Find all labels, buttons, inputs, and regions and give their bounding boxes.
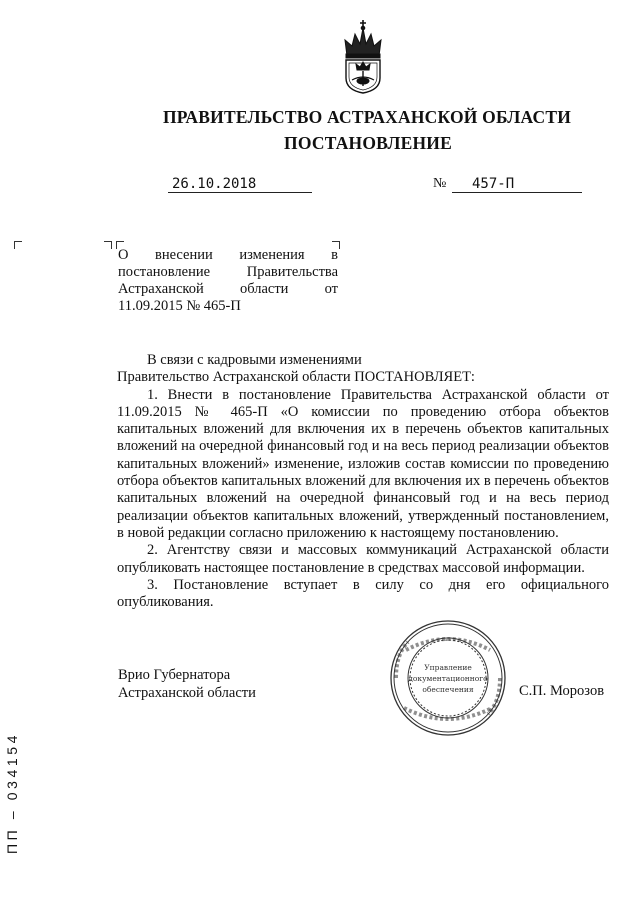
preamble-line: В связи с кадровыми изменениями	[147, 352, 362, 368]
paragraph: 3. Постановление вступает в силу со дня его официального опубликования.	[117, 576, 609, 611]
document-type: ПОСТАНОВЛЕНИЕ	[284, 133, 452, 153]
document-subject: О внесении изменения в постановление Правительства Астраханской области от 11.09.2015 № 465-П	[118, 247, 338, 314]
paragraph: 2. Агентству связи и массовых коммуникаций Астраханской области опубликовать настоящее постановление в средствах массовой информации.	[117, 542, 609, 576]
corner-mark	[104, 241, 112, 249]
signer-position-line: Врио Губернатора	[118, 667, 231, 683]
signer-position	[118, 666, 256, 702]
serial-number: ПП – 034154	[4, 731, 20, 854]
corner-mark	[14, 241, 22, 249]
preamble-line: Правительство Астраханской области ПОСТАНОВЛЯЕТ:	[117, 369, 475, 386]
seal-text-line: Управление	[424, 663, 472, 672]
seal-text-line: документационного	[408, 674, 488, 683]
signer-position-line: Астраханской области	[118, 685, 256, 701]
organization-title: ПРАВИТЕЛЬСТВО АСТРАХАНСКОЙ ОБЛАСТИ	[162, 107, 572, 127]
seal-text-line: обеспечения	[422, 685, 474, 694]
document-number: 457-П	[472, 176, 515, 192]
official-seal-icon	[386, 618, 510, 738]
coat-of-arms-icon	[340, 18, 386, 94]
document-date: 26.10.2018	[172, 176, 257, 192]
document-body	[117, 352, 609, 611]
paragraph: 1. Внести в постановление Правительства Астраханской области от 11.09.2015 № 465-П «О комиссии по проведению отбора объектов капитальных вложений для включения их в перечень объектов капитальных вложений на очередной финансовый год и на весь период реализации объектов капитальных вложений» изменение, изложив состав комиссии по проведению отбора объектов капитальных вложений для включения их в перечень объектов капитальных вложений на очередной финансовый год и на весь период реализации объектов капитальных вложений, утвержденный постановлением, в новой редакции согласно приложению к настоящему постановлению.	[117, 386, 609, 541]
signer-name: С.П. Морозов	[519, 683, 605, 699]
number-sign: №	[433, 176, 447, 191]
number-underline	[452, 192, 582, 193]
date-underline	[168, 192, 312, 193]
